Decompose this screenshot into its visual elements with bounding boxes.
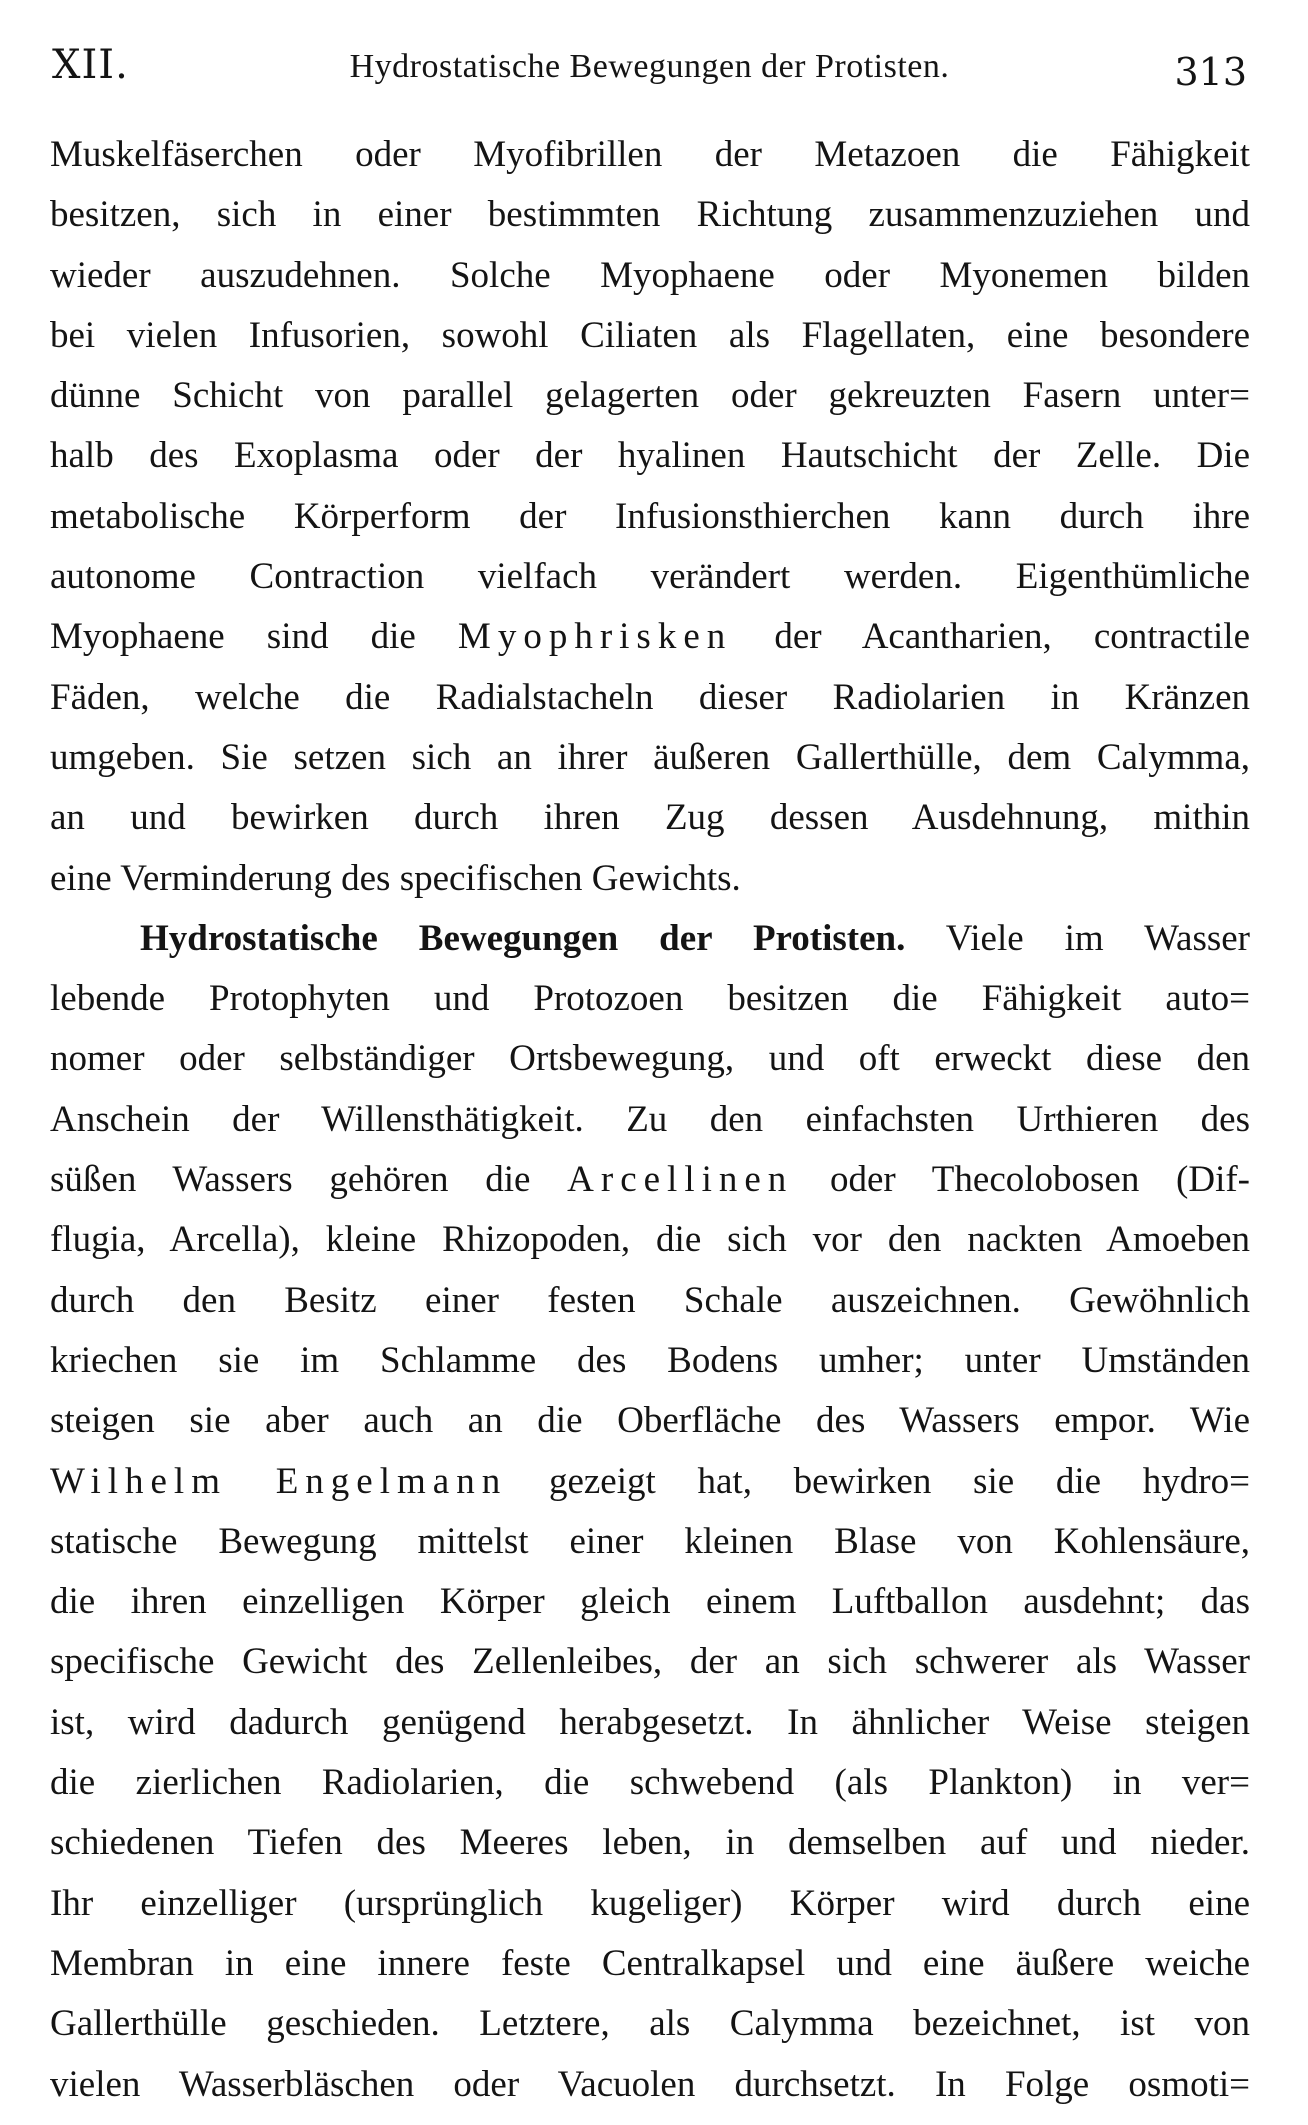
text-line: lebende Protophyten und Protozoen besitzen die Fähigkeit auto= — [50, 978, 1250, 1020]
text-line — [50, 1150, 1250, 1210]
emphasized-name: Wilhelm Engelmann — [50, 1460, 508, 1502]
text-segment: oder Thecolobosen (Dif- — [793, 1159, 1250, 1201]
text-line: Gallerthülle geschieden. Letztere, als Calymma bezeichnet, ist von — [50, 2003, 1250, 2045]
text-line: umgeben. Sie setzen sich an ihrer äußeren Gallerthülle, dem Calymma, — [50, 736, 1250, 778]
text-segment: der Acantharien, contractile — [732, 616, 1250, 658]
text-line: besitzen, sich in einer bestimmten Richtung zusammenzuziehen und — [50, 194, 1250, 236]
text-line: steigen sie aber auch an die Oberfläche des Wassers empor. Wie — [50, 1400, 1250, 1442]
text-segment: gezeigt hat, bewirken sie die hydro= — [507, 1460, 1250, 1502]
text-line: flugia, Arcella), kleine Rhizopoden, die sich vor den nackten Amoeben — [50, 1219, 1250, 1261]
text-line: vielen Wasserbläschen oder Vacuolen durchsetzt. In Folge osmoti= — [50, 2063, 1250, 2105]
text-line: statische Bewegung mittelst einer kleinen Blase von Kohlensäure, — [50, 1520, 1250, 1562]
text-line: nomer oder selbständiger Ortsbewegung, und oft erweckt diese den — [50, 1038, 1250, 1080]
section-heading: Hydrostatische Bewegungen der Protisten. — [140, 917, 906, 959]
running-head — [52, 42, 1247, 102]
text-line: halb des Exoplasma oder der hyalinen Hautschicht der Zelle. Die — [50, 435, 1250, 477]
text-line: Ihr einzelliger (ursprünglich kugeliger) Körper wird durch eine — [50, 1882, 1250, 1924]
text-line: kriechen sie im Schlamme des Bodens umher; unter Umständen — [50, 1339, 1250, 1381]
text-line: Muskelfäserchen oder Myofibrillen der Metazoen die Fähigkeit — [50, 134, 1250, 175]
text-line: dünne Schicht von parallel gelagerten oder gekreuzten Fasern unter= — [50, 375, 1250, 417]
text-line: metabolische Körperform der Infusionsthierchen kann durch ihre — [50, 495, 1250, 537]
chapter-number: XII. — [52, 42, 129, 88]
text-line: wieder auszudehnen. Solche Myophaene oder Myonemen bilden — [50, 254, 1250, 296]
text-line: an und bewirken durch ihren Zug dessen Ausdehnung, mithin — [50, 797, 1250, 839]
text-line: Anschein der Willensthätigkeit. Zu den einfachsten Urthieren des — [50, 1098, 1250, 1140]
text-line: die zierlichen Radiolarien, die schwebend (als Plankton) in ver= — [50, 1762, 1250, 1804]
text-line: ist, wird dadurch genügend herabgesetzt. In ähnlicher Weise steigen — [50, 1701, 1250, 1743]
text-line: durch den Besitz einer festen Schale auszeichnen. Gewöhnlich — [50, 1279, 1250, 1321]
text-line: specifische Gewicht des Zellenleibes, der an sich schwerer als Wasser — [50, 1641, 1250, 1683]
text-line: die ihren einzelligen Körper gleich einem Luftballon ausdehnt; das — [50, 1581, 1250, 1623]
text-segment: Myophaene sind die — [50, 616, 458, 658]
text-line: schiedenen Tiefen des Meeres leben, in demselben auf und nieder. — [50, 1822, 1250, 1864]
emphasized-term: Myophrisken — [457, 616, 733, 658]
text-line: Fäden, welche die Radialstacheln dieser Radiolarien in Kränzen — [50, 676, 1250, 718]
body-text — [50, 125, 1250, 2115]
text-line: bei vielen Infusorien, sowohl Ciliaten als Flagellaten, eine besondere — [50, 314, 1250, 356]
text-line — [50, 1452, 1250, 1512]
text-line: Membran in eine innere feste Centralkapsel und eine äußere weiche — [50, 1942, 1250, 1984]
text-segment: Viele im Wasser — [905, 917, 1250, 959]
text-line: autonome Contraction vielfach verändert werden. Eigenthümliche — [50, 556, 1250, 598]
text-segment: süßen Wassers gehören die — [50, 1159, 568, 1201]
emphasized-term: Arcellinen — [567, 1159, 794, 1201]
running-title: Hydrostatische Bewegungen der Protisten. — [349, 48, 950, 85]
page-number: 313 — [1174, 50, 1247, 94]
text-line: eine Verminderung des specifischen Gewichts. — [50, 857, 741, 899]
text-line — [50, 909, 1250, 969]
text-line — [50, 607, 1250, 667]
